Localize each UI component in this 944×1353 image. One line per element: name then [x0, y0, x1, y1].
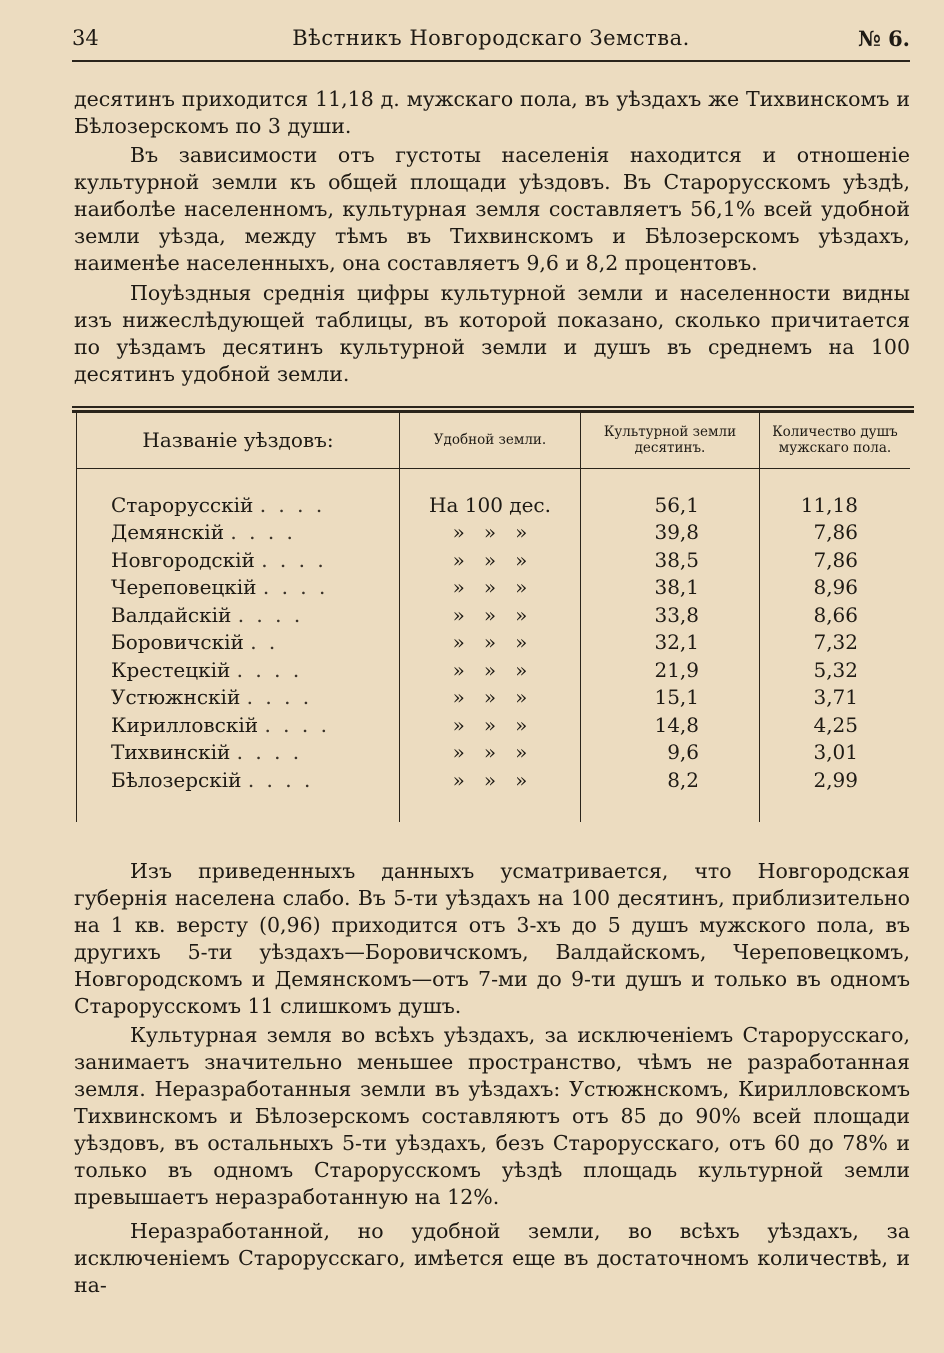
district-name: Тихвинскій	[111, 740, 231, 765]
cultural-land-value: 33,8	[581, 601, 760, 629]
male-souls-value: 5,32	[760, 656, 911, 684]
table-row	[77, 546, 911, 574]
district-name: Крестецкій	[111, 657, 231, 682]
header-male-souls: Количество душъ мужскаго пола.	[760, 412, 911, 469]
unit-cell: » » »	[400, 629, 581, 657]
leader-dots: . . . .	[237, 602, 304, 627]
unit-cell: » » »	[400, 739, 581, 767]
male-souls-value: 7,32	[760, 629, 911, 657]
district-name-cell	[77, 491, 400, 519]
male-souls-value: 8,66	[760, 601, 911, 629]
paragraph-6: Неразработанной, но удобной земли, во всѣхъ уѣздахъ, за исключеніемъ Старорусскаго, имѣется еще въ достаточномъ количествѣ, и на-	[74, 1219, 910, 1297]
leader-dots: . . . .	[264, 712, 330, 737]
unit-cell: » » »	[400, 656, 581, 684]
leader-dots: . . . .	[259, 492, 326, 517]
leader-dots: . . . .	[230, 520, 296, 545]
male-souls-value: 7,86	[760, 519, 911, 547]
male-souls-value: 8,96	[760, 574, 911, 602]
district-name-cell	[77, 656, 400, 684]
male-souls-value: 7,86	[760, 546, 911, 574]
district-name: Устюжнскій	[111, 685, 241, 710]
table-row	[77, 766, 911, 794]
cultural-land-value: 39,8	[581, 519, 760, 547]
page-number: 34	[72, 26, 99, 50]
paragraph-1: десятинъ приходится 11,18 д. мужскаго пола, въ уѣздахъ же Тихвинскомъ и Бѣлозерскомъ по 3 души.	[74, 87, 910, 138]
leader-dots: . . . .	[246, 685, 313, 710]
table-row	[77, 684, 911, 712]
cultural-land-value: 38,5	[581, 546, 760, 574]
table-tail-row	[77, 794, 911, 822]
paragraph-4: Изъ приведенныхъ данныхъ усматривается, что Новгородская губернія населена слабо. Въ 5-ти уѣздахъ на 100 десятинъ, приблизительно на 1 кв. версту (0,96) приходится отъ 3-хъ до 5 душъ мужского пола, въ другихъ 5-ти уѣздахъ—Боровичскомъ, Валдайскомъ, Череповецкомъ, Новгородскомъ и Демянскомъ—отъ 7-ми до 9-ти душъ и только въ одномъ Старорусскомъ 11 слишкомъ душъ.	[74, 859, 910, 1018]
leader-dots: . . . .	[262, 575, 329, 600]
district-name: Череповецкій	[111, 575, 257, 600]
unit-cell: » » »	[400, 601, 581, 629]
unit-cell: » » »	[400, 711, 581, 739]
district-name: Демянскій	[111, 520, 225, 545]
journal-title: Вѣстникъ Новгородскаго Земства.	[292, 26, 690, 50]
header-district-name: Названіе уѣздовъ:	[77, 412, 400, 469]
unit-cell: » » »	[400, 766, 581, 794]
page-header	[72, 26, 910, 60]
cultural-land-value: 14,8	[581, 711, 760, 739]
table-row	[77, 574, 911, 602]
district-name-cell	[77, 601, 400, 629]
male-souls-value: 3,01	[760, 739, 911, 767]
unit-cell: » » »	[400, 684, 581, 712]
district-name: Кирилловскій	[111, 712, 259, 737]
unit-cell: » » »	[400, 519, 581, 547]
issue-number: № 6.	[857, 26, 910, 51]
male-souls-value: 3,71	[760, 684, 911, 712]
district-name: Боровичскій	[111, 630, 244, 655]
cultural-land-value: 32,1	[581, 629, 760, 657]
header-cultural-land: Культурной земли десятинъ.	[581, 412, 760, 469]
table-row	[77, 491, 911, 519]
unit-cell: » » »	[400, 574, 581, 602]
cultural-land-value: 9,6	[581, 739, 760, 767]
male-souls-value: 4,25	[760, 711, 911, 739]
paragraph-5: Культурная земля во всѣхъ уѣздахъ, за исключеніемъ Старорусскаго, занимаетъ значительно меньшее пространство, чѣмъ не разработанная земля. Неразработанныя земли въ уѣздахъ: Устюжнскомъ, Кирилловскомъ Тихвинскомъ и Бѣлозерскомъ составляютъ отъ 85 до 90% всей площади уѣздовъ, въ остальныхъ 5-ти уѣздахъ, безъ Старорусскаго, отъ 60 до 78% и только въ одномъ Старорусскомъ уѣздѣ площадь культурной земли превышаетъ неразработанную на 12%.	[74, 1023, 910, 1209]
district-name-cell	[77, 574, 400, 602]
header-arable-land: Удобной земли.	[400, 412, 581, 469]
table-top-rule	[72, 406, 914, 408]
paragraph-2: Въ зависимости отъ густоты населенія находится и отношеніе культурной земли къ общей площади уѣздовъ. Въ Старорусскомъ уѣздѣ, наиболѣе населенномъ, культурная земля составляетъ 56,1% всей удобной земли уѣзда, между тѣмъ въ Тихвинскомъ и Бѣлозерскомъ уѣздахъ, наименѣе населенныхъ, она составляетъ 9,6 и 8,2 процентовъ.	[74, 143, 910, 275]
cultural-land-value: 15,1	[581, 684, 760, 712]
header-rule	[72, 60, 910, 62]
district-name: Валдайскій	[111, 602, 232, 627]
table-row	[77, 601, 911, 629]
district-name-cell	[77, 519, 400, 547]
table-spacer-row	[77, 469, 911, 492]
male-souls-value: 2,99	[760, 766, 911, 794]
leader-dots: . . . .	[236, 657, 303, 682]
cultural-land-value: 38,1	[581, 574, 760, 602]
cultural-land-value: 56,1	[581, 491, 760, 519]
table-row	[77, 519, 911, 547]
table-row	[77, 656, 911, 684]
district-name-cell	[77, 766, 400, 794]
district-name-cell	[77, 684, 400, 712]
table-row	[77, 739, 911, 767]
cultural-land-value: 21,9	[581, 656, 760, 684]
district-name-cell	[77, 629, 400, 657]
district-name-cell	[77, 739, 400, 767]
district-name: Бѣлозерскій	[111, 767, 242, 792]
district-statistics-table	[76, 412, 910, 822]
leader-dots: . . . .	[261, 547, 327, 572]
district-name: Новгородскій	[111, 547, 255, 572]
cultural-land-value: 8,2	[581, 766, 760, 794]
table-row	[77, 711, 911, 739]
leader-dots: . . . .	[247, 767, 314, 792]
leader-dots: . .	[250, 630, 279, 655]
male-souls-value: 11,18	[760, 491, 911, 519]
unit-cell: » » »	[400, 546, 581, 574]
table-row	[77, 629, 911, 657]
district-name: Старорусскій	[111, 492, 254, 517]
leader-dots: . . . .	[236, 740, 303, 765]
paragraph-3: Поуѣздныя среднія цифры культурной земли и населенности видны изъ нижеслѣдующей таблицы, въ которой показано, сколько причитается по уѣздамъ десятинъ культурной земли и душъ въ среднемъ на 100 десятинъ удобной земли.	[74, 281, 910, 386]
unit-cell: На 100 дес.	[400, 491, 581, 519]
district-name-cell	[77, 711, 400, 739]
district-name-cell	[77, 546, 400, 574]
table-header-row	[77, 412, 911, 469]
